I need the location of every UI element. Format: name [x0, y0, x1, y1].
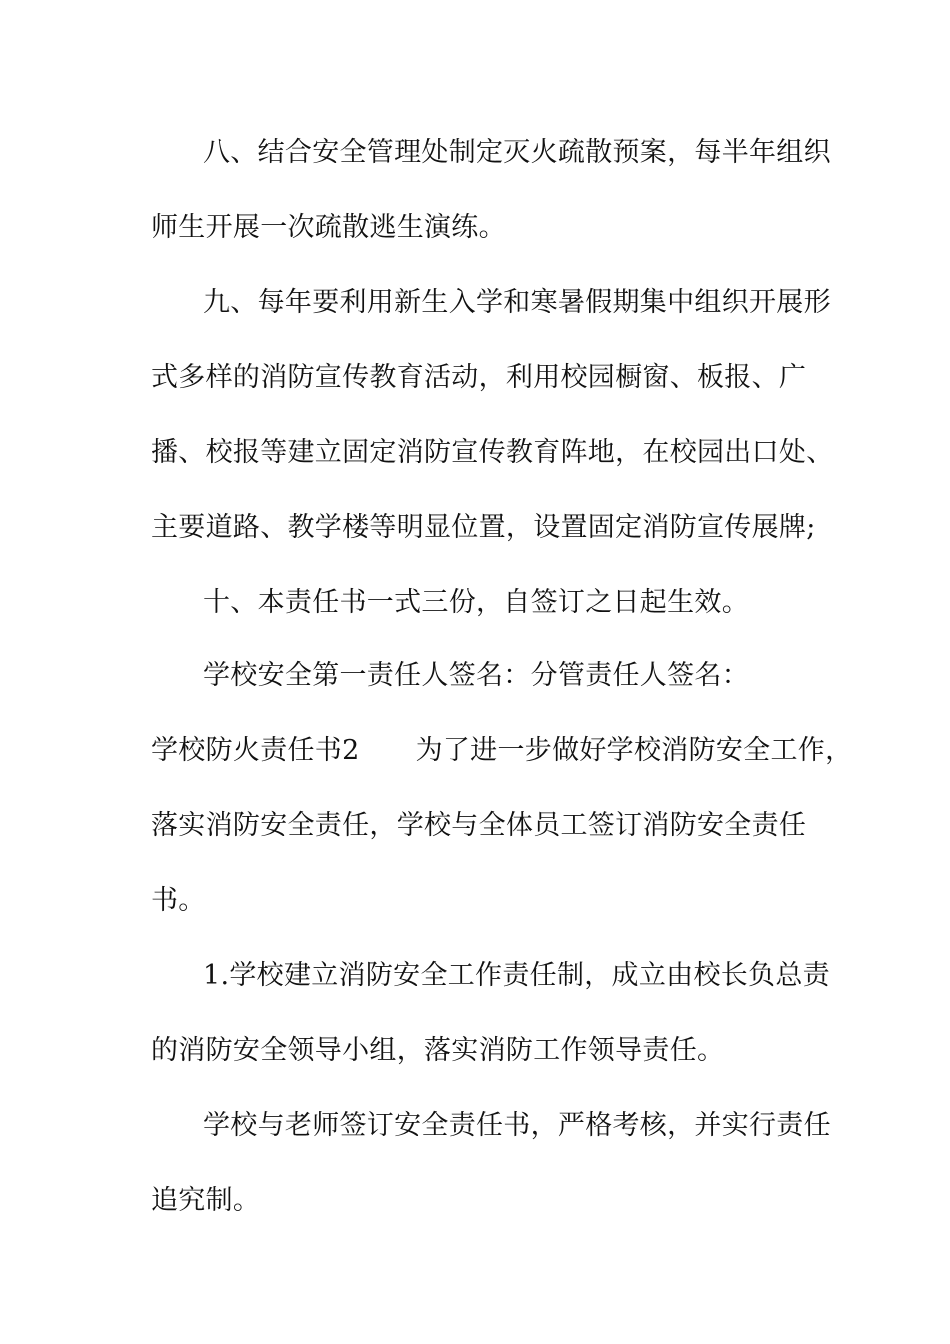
paragraph-10: 十、本责任书一式三份，自签订之日起生效。 — [203, 587, 749, 618]
paragraph-9-line-2: 式多样的消防宣传教育活动，利用校园橱窗、板报、广 — [151, 362, 807, 393]
item-1-line-2: 的消防安全领导小组，落实消防工作领导责任。 — [151, 1035, 725, 1066]
section-title-line — [151, 734, 853, 768]
item-1-line-1: 1.学校建立消防安全工作责任制，成立由校长负总责 — [203, 960, 830, 991]
paragraph-9-line-3: 播、校报等建立固定消防宣传教育阵地，在校园出口处、 — [151, 437, 834, 468]
paragraph-9-line-1: 九、每年要利用新生入学和寒暑假期集中组织开展形 — [203, 287, 831, 318]
paragraph-8-line-1: 八、结合安全管理处制定灭火疏散预案，每半年组织 — [203, 137, 831, 168]
paragraph-8-line-2: 师生开展一次疏散逃生演练。 — [151, 212, 506, 243]
intro-line-3: 书。 — [151, 885, 206, 916]
intro-line-2: 落实消防安全责任，学校与全体员工签订消防安全责任 — [151, 810, 807, 841]
teacher-paragraph-line-2: 追究制。 — [151, 1185, 261, 1216]
teacher-paragraph-line-1: 学校与老师签订安全责任书，严格考核，并实行责任 — [203, 1110, 831, 1141]
section-title: 学校防火责任书2 — [151, 735, 360, 766]
paragraph-9-line-4: 主要道路、教学楼等明显位置，设置固定消防宣传展牌; — [151, 512, 816, 543]
signature-line: 学校安全第一责任人签名：分管责任人签名： — [203, 660, 749, 691]
intro-line-1: 为了进一步做好学校消防安全工作， — [415, 735, 853, 766]
